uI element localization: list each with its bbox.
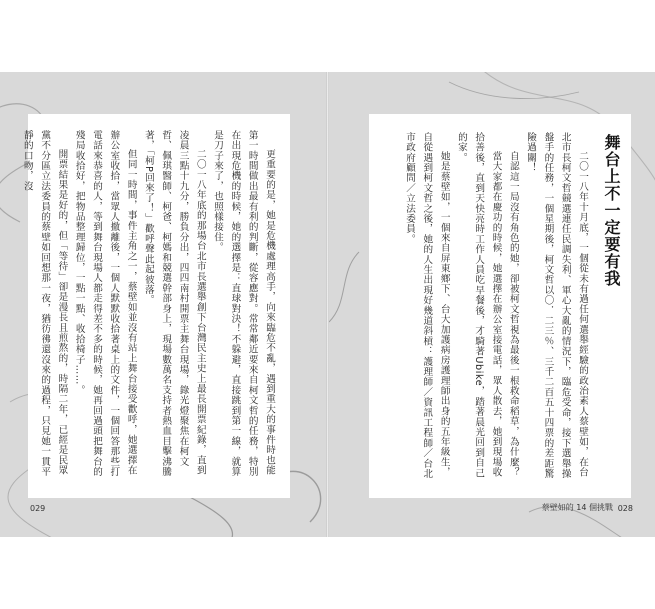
page-number-left: 029	[30, 504, 46, 513]
page-number-right: 028	[617, 504, 633, 513]
paragraph: 更重要的是，她是危機處理高手，向來臨危不亂，遇到重大的事件時也能第一時間做出最有利的判斷，從容應對。常常鄰近要來自柯文哲的任務，特別在出現危機的時候，她的選擇是：直球對決！不躲避，直接跳到第一線，就算是刀子來了，也照樣接住。	[212, 130, 275, 477]
left-body-text	[19, 130, 278, 482]
paragraph: 但同一時間，事件主角之一，蔡壁如並沒有站上舞台接受歡呼，她選擇在辦公室收拾，當眾人撤離後，一個人默默收拾著桌上的文件，一個回答那些打電話來恭喜的人，等到舞台現場人都走得差不多的時候，她再回過頭把舞台的殘局收拾好，把物品整理歸位，一點一點、收拾椅子……。	[73, 130, 137, 477]
book-spread	[0, 72, 655, 537]
right-text-box	[369, 114, 631, 498]
paragraph: 二〇一八年十月底，一個從未有過任何選舉經驗的政治素人蔡壁如，在台北市長柯文哲競選連任民調失利、軍心大亂的情況下，臨危受命，接下選舉操盤手的任務，一個星期後，柯文哲以〇．二三％、三千二百五十四票的差距驚險過關！	[525, 132, 588, 479]
paragraph: 自認這一局沒有角色的她，卻被柯文哲視為最後一根救命稻草，為什麼？	[507, 151, 519, 478]
paragraph: 當大家都在慶功的時候，她選擇在辦公室接電話，眾人散去，她到現場收拾善後，直到天快亮時工作人員吃早餐後，才騎著Ubike，踏著晨光回到自己的家。	[455, 132, 502, 479]
left-page	[0, 72, 326, 537]
chapter-heading: 舞台上不一定要有我	[602, 134, 621, 287]
left-text-box	[21, 114, 290, 498]
paragraph: 開票結果是好的，但「等待」卻是漫長且煎熬的，時隔二年，已經是民眾黨不分區立法委員的蔡壁如回想那一夜，猶彷彿還沒來的過程，只見她一貫平靜的口吻，沒	[21, 130, 68, 477]
paragraph: 她是蔡壁如，一個來自屏東鄉下、台大加護病房護理師出身的五年級生，自從遇到柯文哲之後，她的人生出現好幾道斜槓：護理師／資訊工程師／台北市政府顧問／立法委員。	[404, 132, 450, 479]
running-head: 蔡壁如的 14 個挑戰	[541, 503, 613, 512]
right-body-text	[401, 132, 591, 482]
paragraph: 二〇一八年底的那場台北市長選舉創下台灣民主史上最長開票紀錄，直到凌晨三點十九分，勝負分出，四四南村開票主舞台現場，錄光燈聚焦在柯文哲、佩琪醫師、柯爸、柯媽和競選幹部身上，現場數萬名支持者熱血目擊沸騰著，「柯P回來了！」歡呼聲此起彼落。	[142, 130, 206, 477]
right-page	[329, 72, 655, 537]
